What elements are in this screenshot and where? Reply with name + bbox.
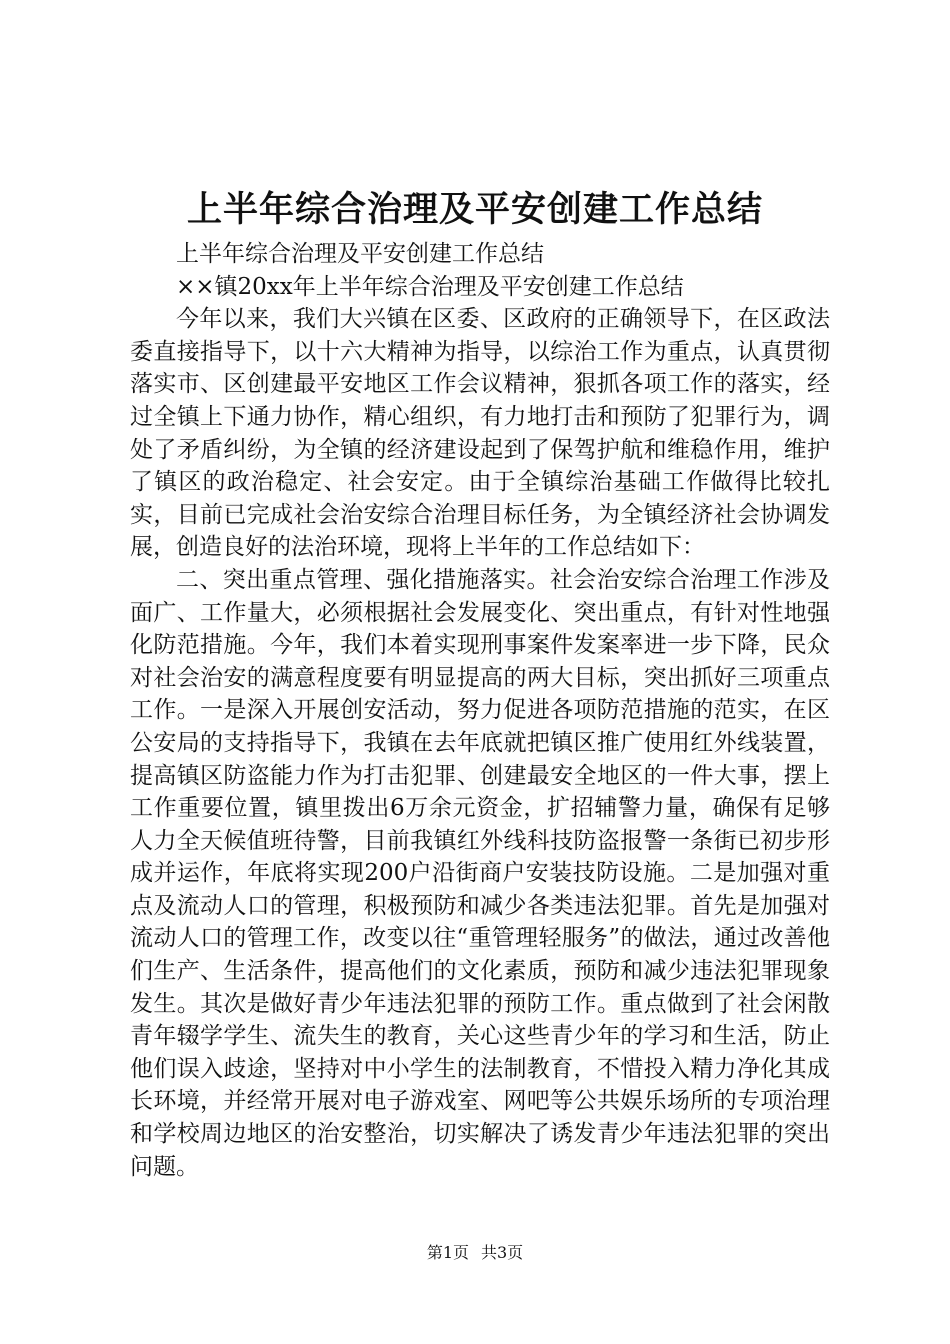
page-number-current: 第1页: [426, 1243, 469, 1262]
document-title: 上半年综合治理及平安创建工作总结: [186, 189, 763, 230]
paragraph-heading: ××镇20xx年上半年综合治理及平安创建工作总结: [176, 273, 684, 300]
page-footer: [0, 1242, 950, 1264]
paragraph-subtitle: 上半年综合治理及平安创建工作总结: [176, 241, 544, 267]
paragraph-intro: 今年以来，我们大兴镇在区委、区政府的正确领导下，在区政法委直接指导下，以十六大精神为指导，以综治工作为重点，认真贯彻落实市、区创建最平安地区工作会议精神，狠抓各项工作的落实，经过全镇上下通力协作，精心组织，有力地打击和预防了犯罪行为，调处了矛盾纠纷，为全镇的经济建设起到了保驾护航和维稳作用，维护了镇区的政治稳定、社会安定。由于全镇综治基础工作做得比较扎实，目前已完成社会治安综合治理目标任务，为全镇经济社会协调发展，创造良好的法治环境，现将上半年的工作总结如下：: [130, 306, 830, 561]
page-number-total: 共3页: [481, 1243, 524, 1262]
paragraph-section-two: 二、突出重点管理、强化措施落实。社会治安综合治理工作涉及面广、工作量大，必须根据社会发展变化、突出重点，有针对性地强化防范措施。今年，我们本着实现刑事案件发案率进一步下降，民众对社会治安的满意程度要有明显提高的两大目标，突出抓好三项重点工作。一是深入开展创安活动，努力促进各项防范措施的范实，在区公安局的支持指导下，我镇在去年底就把镇区推广使用红外线装置，提高镇区防盗能力作为打击犯罪、创建最安全地区的一件大事，摆上工作重要位置，镇里拨出6万余元资金，扩招辅警力量，确保有足够人力全天候值班待警，目前我镇红外线科技防盗报警一条街已初步形成并运作，年底将实现200户沿街商户安装技防设施。二是加强对重点及流动人口的管理，积极预防和减少各类违法犯罪。首先是加强对流动人口的管理工作，改变以往“重管理轻服务”的做法，通过改善他们生产、生活条件，提高他们的文化素质，预防和减少违法犯罪现象发生。其次是做好青少年违法犯罪的预防工作。重点做到了社会闲散青年辍学学生、流失生的教育，关心这些青少年的学习和生活，防止他们误入歧途，坚持对中小学生的法制教育，不惜投入精力净化其成长环境，并经常开展对电子游戏室、网吧等公共娱乐场所的专项治理和学校周边地区的治安整治，切实解决了诱发青少年违法犯罪的突出问题。: [130, 566, 830, 1180]
document-body: [130, 238, 830, 1183]
